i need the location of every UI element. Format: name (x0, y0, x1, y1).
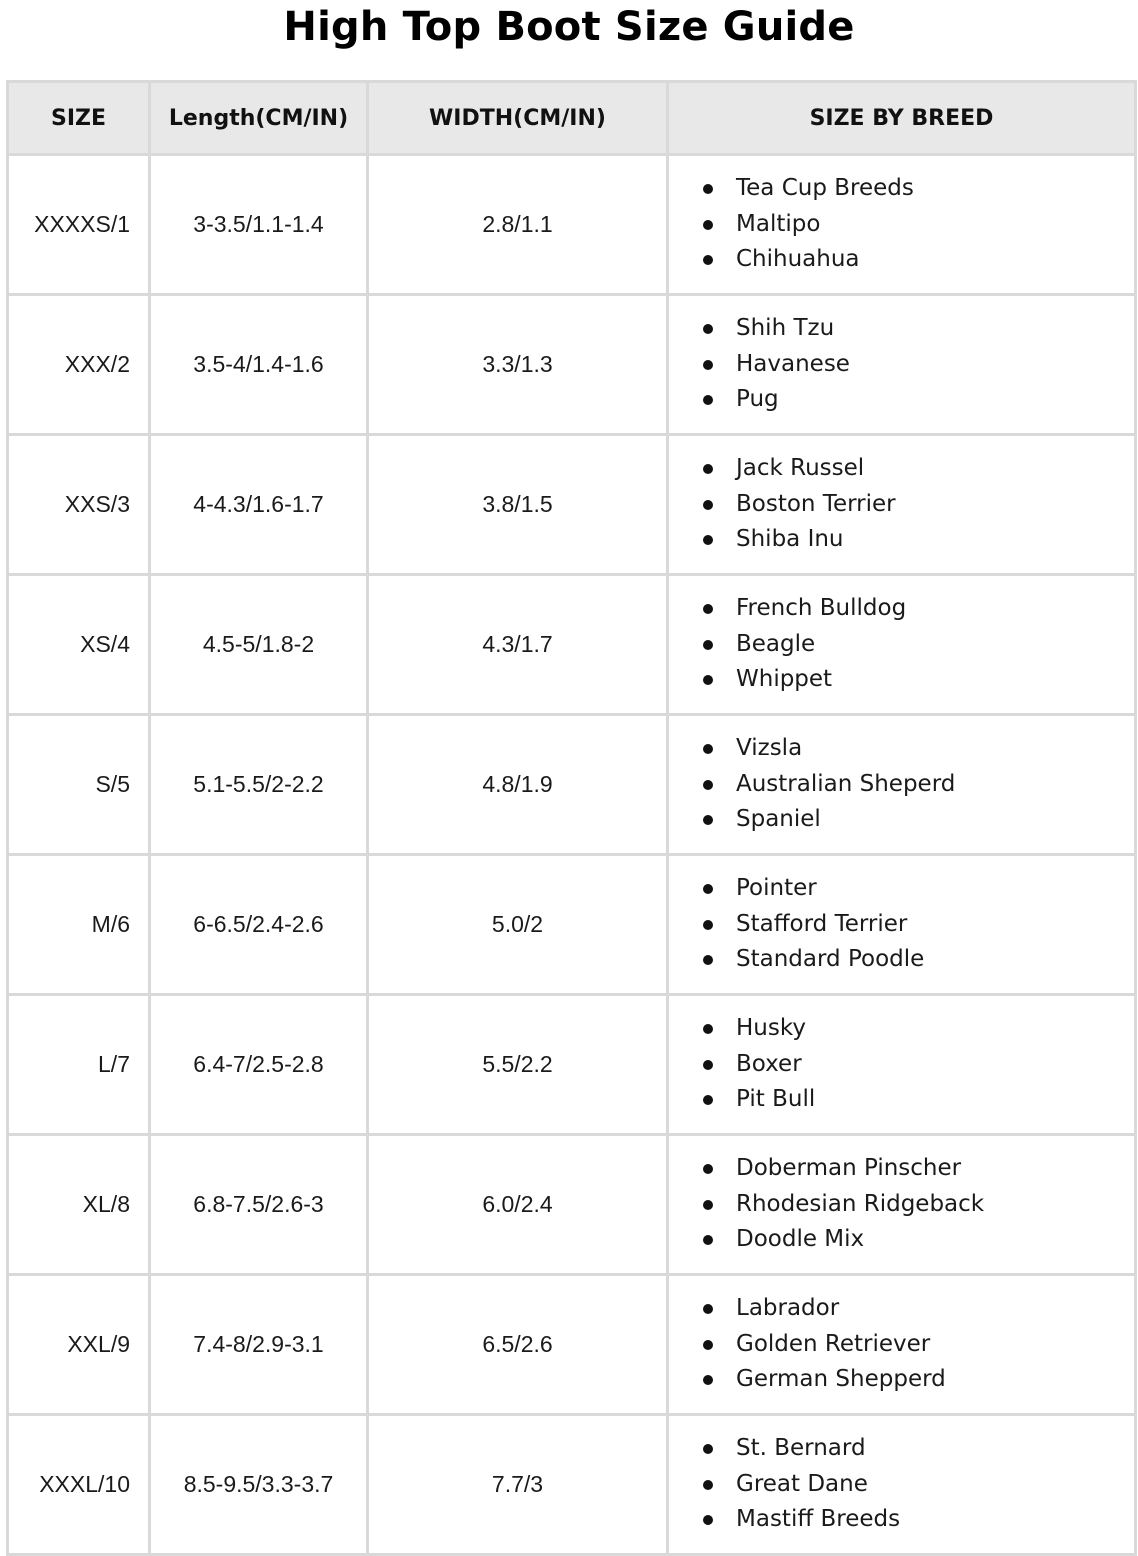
breed-name: Spaniel (736, 806, 821, 833)
breed-name: Beagle (736, 630, 816, 657)
size-cell: XXX/2 (8, 295, 150, 435)
table-row (8, 995, 1136, 1135)
length-cell: 4.5-5/1.8-2 (150, 575, 368, 715)
length-cell: 6-6.5/2.4-2.6 (150, 855, 368, 995)
breed-name: Rhodesian Ridgeback (736, 1190, 985, 1217)
list-item (703, 1467, 1134, 1503)
bullet-icon (703, 815, 713, 825)
bullet-icon (703, 1515, 713, 1525)
bullet-icon (703, 780, 713, 790)
list-item (703, 382, 1134, 418)
table-row (8, 855, 1136, 995)
list-item (703, 1291, 1134, 1327)
header-width: WIDTH(CM/IN) (368, 82, 668, 155)
bullet-icon (703, 640, 713, 650)
breed-cell (668, 1135, 1136, 1275)
list-item (703, 1431, 1134, 1467)
length-cell: 5.1-5.5/2-2.2 (150, 715, 368, 855)
list-item (703, 1187, 1134, 1223)
breed-cell (668, 715, 1136, 855)
breed-list (703, 1291, 1134, 1398)
width-cell: 5.5/2.2 (368, 995, 668, 1135)
breed-name: Mastiff Breeds (736, 1506, 901, 1533)
bullet-icon (703, 1340, 713, 1350)
list-item (703, 871, 1134, 907)
breed-cell (668, 155, 1136, 295)
breed-name: Doodle Mix (736, 1226, 865, 1253)
bullet-icon (703, 604, 713, 614)
table-row (8, 435, 1136, 575)
bullet-icon (703, 535, 713, 545)
list-item (703, 767, 1134, 803)
size-cell: XXXL/10 (8, 1415, 150, 1555)
bullet-icon (703, 464, 713, 474)
list-item (703, 1011, 1134, 1047)
length-cell: 3-3.5/1.1-1.4 (150, 155, 368, 295)
page-title: High Top Boot Size Guide (283, 4, 855, 50)
bullet-icon (703, 1480, 713, 1490)
header-size: SIZE (8, 82, 150, 155)
breed-name: Great Dane (736, 1470, 868, 1497)
size-cell: XL/8 (8, 1135, 150, 1275)
bullet-icon (703, 1164, 713, 1174)
list-item (703, 1222, 1134, 1258)
bullet-icon (703, 1235, 713, 1245)
breed-name: Jack Russel (736, 455, 865, 482)
bullet-icon (703, 360, 713, 370)
breed-list (703, 1431, 1134, 1538)
breed-name: Tea Cup Breeds (736, 175, 914, 202)
breed-list (703, 871, 1134, 978)
breed-name: Pug (736, 386, 779, 413)
breed-name: Boxer (736, 1050, 802, 1077)
size-cell: XXS/3 (8, 435, 150, 575)
list-item (703, 1082, 1134, 1118)
breed-name: Havanese (736, 350, 850, 377)
length-cell: 3.5-4/1.4-1.6 (150, 295, 368, 435)
bullet-icon (703, 1375, 713, 1385)
width-cell: 3.3/1.3 (368, 295, 668, 435)
breed-cell (668, 855, 1136, 995)
length-cell: 6.8-7.5/2.6-3 (150, 1135, 368, 1275)
size-cell: XXL/9 (8, 1275, 150, 1415)
breed-name: Labrador (736, 1295, 840, 1322)
length-cell: 7.4-8/2.9-3.1 (150, 1275, 368, 1415)
bullet-icon (703, 675, 713, 685)
bullet-icon (703, 395, 713, 405)
breed-name: Pit Bull (736, 1086, 816, 1113)
list-item (703, 1502, 1134, 1538)
length-cell: 6.4-7/2.5-2.8 (150, 995, 368, 1135)
bullet-icon (703, 255, 713, 265)
breed-list (703, 171, 1134, 278)
breed-name: Maltipo (736, 210, 821, 237)
table-body (8, 155, 1136, 1555)
list-item (703, 627, 1134, 663)
breed-cell (668, 1415, 1136, 1555)
header-breed: SIZE BY BREED (668, 82, 1136, 155)
width-cell: 4.8/1.9 (368, 715, 668, 855)
size-cell: XXXXS/1 (8, 155, 150, 295)
bullet-icon (703, 220, 713, 230)
breed-list (703, 451, 1134, 558)
width-cell: 6.5/2.6 (368, 1275, 668, 1415)
table-row (8, 295, 1136, 435)
breed-name: Stafford Terrier (736, 910, 908, 937)
breed-name: Doberman Pinscher (736, 1155, 962, 1182)
bullet-icon (703, 955, 713, 965)
bullet-icon (703, 920, 713, 930)
width-cell: 4.3/1.7 (368, 575, 668, 715)
size-cell: M/6 (8, 855, 150, 995)
table-row (8, 575, 1136, 715)
length-cell: 8.5-9.5/3.3-3.7 (150, 1415, 368, 1555)
list-item (703, 942, 1134, 978)
breed-list (703, 591, 1134, 698)
width-cell: 7.7/3 (368, 1415, 668, 1555)
breed-cell (668, 295, 1136, 435)
list-item (703, 731, 1134, 767)
breed-name: Shih Tzu (736, 315, 835, 342)
breed-name: Standard Poodle (736, 946, 925, 973)
size-cell: L/7 (8, 995, 150, 1135)
width-cell: 2.8/1.1 (368, 155, 668, 295)
breed-list (703, 311, 1134, 418)
table-row (8, 715, 1136, 855)
size-guide-table (6, 80, 1137, 1556)
breed-name: German Shepperd (736, 1366, 946, 1393)
breed-cell (668, 435, 1136, 575)
list-item (703, 311, 1134, 347)
breed-name: St. Bernard (736, 1435, 866, 1462)
list-item (703, 242, 1134, 278)
header-length: Length(CM/IN) (150, 82, 368, 155)
list-item (703, 522, 1134, 558)
width-cell: 3.8/1.5 (368, 435, 668, 575)
breed-cell (668, 995, 1136, 1135)
breed-name: Husky (736, 1015, 806, 1042)
list-item (703, 591, 1134, 627)
breed-list (703, 731, 1134, 838)
list-item (703, 662, 1134, 698)
breed-name: Golden Retriever (736, 1330, 931, 1357)
table-row (8, 155, 1136, 295)
breed-name: Chihuahua (736, 246, 860, 273)
breed-name: Shiba Inu (736, 526, 844, 553)
list-item (703, 451, 1134, 487)
bullet-icon (703, 1095, 713, 1105)
bullet-icon (703, 744, 713, 754)
bullet-icon (703, 324, 713, 334)
bullet-icon (703, 884, 713, 894)
bullet-icon (703, 1200, 713, 1210)
breed-name: Australian Sheperd (736, 770, 956, 797)
size-cell: S/5 (8, 715, 150, 855)
bullet-icon (703, 1060, 713, 1070)
breed-cell (668, 575, 1136, 715)
breed-cell (668, 1275, 1136, 1415)
list-item (703, 802, 1134, 838)
breed-list (703, 1151, 1134, 1258)
list-item (703, 1362, 1134, 1398)
width-cell: 5.0/2 (368, 855, 668, 995)
bullet-icon (703, 500, 713, 510)
breed-list (703, 1011, 1134, 1118)
list-item (703, 487, 1134, 523)
size-cell: XS/4 (8, 575, 150, 715)
width-cell: 6.0/2.4 (368, 1135, 668, 1275)
list-item (703, 171, 1134, 207)
table-row (8, 1275, 1136, 1415)
breed-name: Whippet (736, 666, 833, 693)
list-item (703, 907, 1134, 943)
breed-name: Pointer (736, 875, 817, 902)
bullet-icon (703, 184, 713, 194)
table-row (8, 1135, 1136, 1275)
bullet-icon (703, 1304, 713, 1314)
list-item (703, 1047, 1134, 1083)
bullet-icon (703, 1024, 713, 1034)
list-item (703, 207, 1134, 243)
table-row (8, 1415, 1136, 1555)
header-row (8, 82, 1136, 155)
list-item (703, 1327, 1134, 1363)
length-cell: 4-4.3/1.6-1.7 (150, 435, 368, 575)
bullet-icon (703, 1444, 713, 1454)
breed-name: Vizsla (736, 735, 803, 762)
breed-name: French Bulldog (736, 595, 907, 622)
list-item (703, 347, 1134, 383)
list-item (703, 1151, 1134, 1187)
breed-name: Boston Terrier (736, 490, 896, 517)
